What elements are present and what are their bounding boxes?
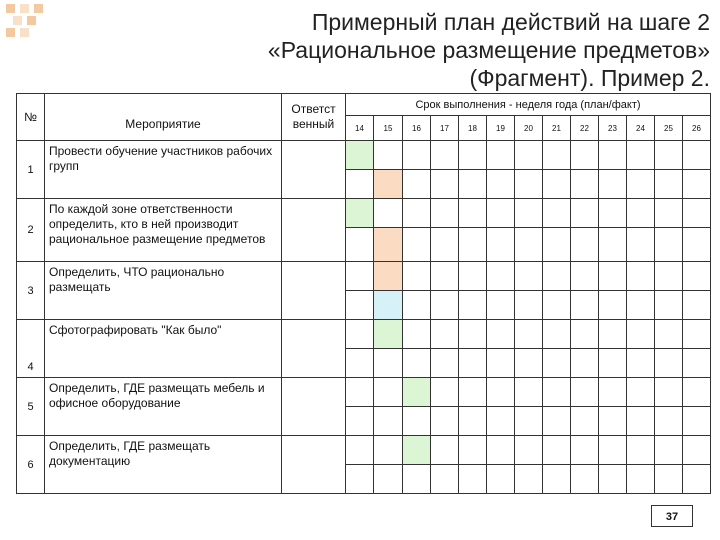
row-number: 1 <box>17 141 45 199</box>
table-row <box>17 378 711 407</box>
week-header: 17 <box>431 116 459 141</box>
done-cell <box>374 291 403 320</box>
title-line-3: (Фрагмент). Пример 2. <box>469 65 710 91</box>
row-event: Провести обучение участников рабочих групп <box>45 141 282 199</box>
header-event: Мероприятие <box>45 94 282 141</box>
row-number: 4 <box>17 320 45 378</box>
week-header: 21 <box>543 116 571 141</box>
fact-cell <box>374 262 403 291</box>
row-event: По каждой зоне ответственности определить, кто в ней производит рациональное размещение предметов <box>45 199 282 262</box>
action-plan-table <box>16 93 711 494</box>
row-event: Сфотографировать "Как было" <box>45 320 282 378</box>
row-event: Определить, ГДЕ размещать мебель и офисное оборудование <box>45 378 282 436</box>
row-responsible <box>282 378 346 436</box>
row-number: 5 <box>17 378 45 436</box>
title-line-2: «Рациональное размещение предметов» <box>267 37 710 63</box>
table-row <box>17 320 711 349</box>
row-responsible <box>282 199 346 262</box>
week-header: 23 <box>599 116 627 141</box>
week-header: 15 <box>374 116 403 141</box>
week-header: 20 <box>515 116 543 141</box>
row-number: 6 <box>17 436 45 494</box>
header-period: Срок выполнения - неделя года (план/факт) <box>346 94 711 116</box>
plan-cell <box>346 199 374 228</box>
table-row <box>17 262 711 291</box>
week-header: 16 <box>403 116 431 141</box>
week-header: 22 <box>571 116 599 141</box>
fact-cell <box>374 170 403 199</box>
row-responsible <box>282 320 346 378</box>
header-number: № <box>17 94 45 141</box>
plan-cell <box>346 141 374 170</box>
row-event: Определить, ЧТО рационально размещать <box>45 262 282 320</box>
table-row <box>17 436 711 465</box>
row-responsible <box>282 262 346 320</box>
table-row <box>17 141 711 170</box>
row-responsible <box>282 436 346 494</box>
slide-title <box>110 8 710 92</box>
week-header: 18 <box>459 116 487 141</box>
table-row <box>17 199 711 228</box>
row-responsible <box>282 141 346 199</box>
corner-decoration <box>0 0 60 50</box>
title-line-1: Примерный план действий на шаге 2 <box>311 9 710 35</box>
plan-cell <box>403 436 431 465</box>
week-header: 26 <box>683 116 711 141</box>
row-number: 2 <box>17 199 45 262</box>
page-number: 37 <box>651 505 693 527</box>
row-event: Определить, ГДЕ размещать документацию <box>45 436 282 494</box>
fact-cell <box>374 228 403 262</box>
row-number: 3 <box>17 262 45 320</box>
week-header: 25 <box>655 116 683 141</box>
week-header: 24 <box>627 116 655 141</box>
plan-cell <box>374 320 403 349</box>
week-header: 19 <box>487 116 515 141</box>
week-header: 14 <box>346 116 374 141</box>
plan-cell <box>403 378 431 407</box>
header-responsible: Ответст венный <box>282 94 346 141</box>
